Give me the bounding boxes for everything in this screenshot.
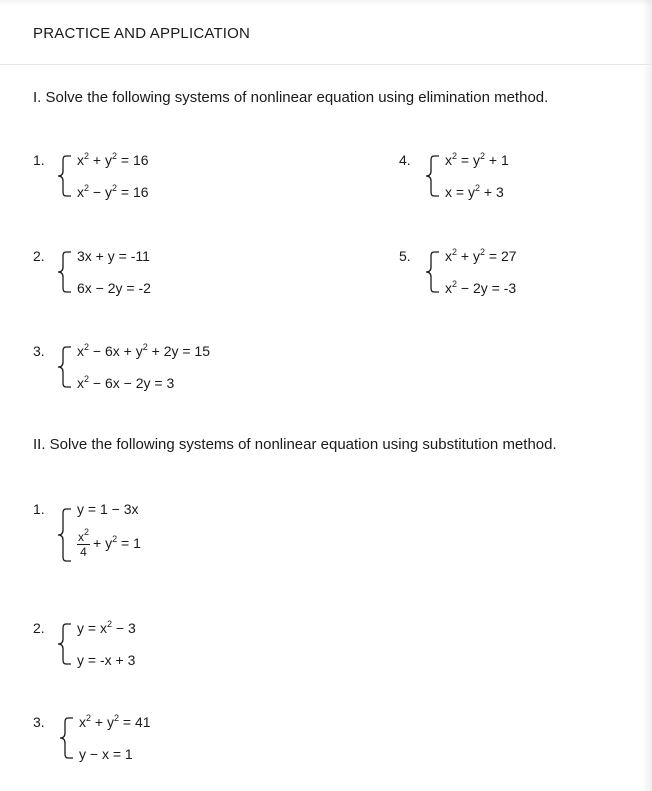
section-2-heading: II. Solve the following systems of nonlinear equation using substitution method. — [33, 436, 557, 453]
equation-2: y − x = 1 — [79, 746, 133, 762]
problem-number: 4. — [399, 152, 411, 168]
equation-1: y = 1 − 3x — [77, 501, 139, 517]
equation-2: $x = y^2 + 3$ — [445, 183, 504, 200]
left-brace-icon — [47, 154, 73, 198]
problem-number: 2. — [33, 620, 45, 636]
page-title: PRACTICE AND APPLICATION — [33, 25, 251, 42]
equation-1: $x^2 + y^2 = 16$ — [77, 151, 149, 168]
equation-1: $x^2 - 6x + y^2 + 2y = 15$ — [77, 342, 211, 359]
problem-number: 3. — [33, 714, 45, 730]
equation-1: 3x + y = -11 — [77, 248, 150, 264]
equation-2: $x^2 - y^2 = 16$ — [77, 183, 149, 200]
equation-1: $x^2 = y^2 + 1$ — [445, 151, 509, 168]
left-brace-icon — [47, 505, 73, 565]
title-divider — [0, 64, 652, 65]
problem-number: 1. — [33, 152, 45, 168]
problem-number: 3. — [33, 343, 45, 359]
left-brace-icon — [49, 716, 75, 760]
section-1-heading: I. Solve the following systems of nonlinear equation using elimination method. — [33, 89, 549, 106]
left-brace-icon — [415, 250, 441, 294]
left-brace-icon — [47, 622, 73, 666]
equation-1: $y = x^2 - 3$ — [77, 619, 136, 636]
problem-number: 5. — [399, 248, 411, 264]
top-shadow — [0, 0, 652, 6]
equation-2: $\frac{x^2}{4}$ + $y^2 = 1$ — [78, 527, 141, 559]
equation-2: 6x − 2y = -2 — [77, 280, 151, 296]
left-brace-icon — [47, 250, 73, 294]
fraction: $\frac{x^2}{4}$ — [78, 527, 90, 559]
right-edge-shadow — [642, 0, 652, 791]
left-brace-icon — [415, 154, 441, 198]
equation-2: y = -x + 3 — [77, 652, 136, 668]
problem-number: 1. — [33, 501, 45, 517]
equation-1: $x^2 + y^2 = 41$ — [79, 713, 151, 730]
problem-number: 2. — [33, 248, 45, 264]
equation-2: $x^2 - 2y = -3$ — [445, 279, 517, 296]
left-brace-icon — [47, 345, 73, 389]
equation-2: $x^2 - 6x - 2y = 3$ — [77, 374, 175, 391]
equation-1: $x^2 + y^2 = 27$ — [445, 247, 517, 264]
